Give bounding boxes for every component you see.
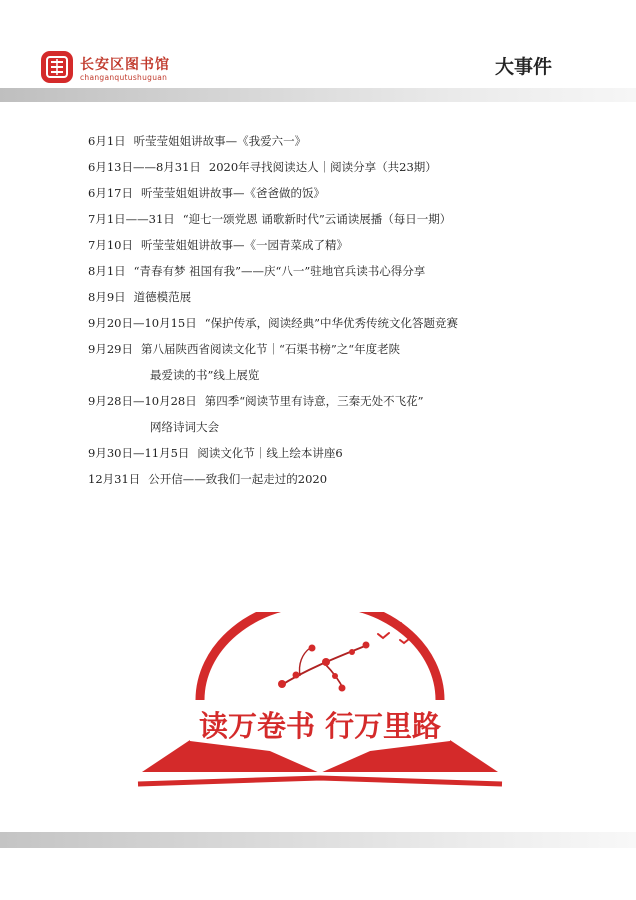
event-item [88,466,608,492]
event-text: 第四季“阅读节里有诗意，三秦无处不飞花” [204,394,424,408]
library-pinyin: changanqutushuguan [80,73,168,82]
event-item [88,128,608,154]
library-name: 长安区图书馆 [80,57,170,73]
event-date: 12月31日 [88,472,141,486]
event-text: 公开信——致我们一起走过的2020 [148,472,328,486]
event-date: 7月1日——31日 [88,212,175,226]
event-item-continuation: 最爱读的书”线上展览 [150,368,260,382]
event-item [88,336,608,362]
event-text: 听莹莹姐姐讲故事—《爸爸做的饭》 [140,186,325,200]
footer-divider-band [0,832,636,848]
event-text: 听莹莹姐姐讲故事—《一园青菜成了精》 [140,238,348,252]
event-item [88,154,608,180]
event-text: 听莹莹姐姐讲故事—《我爱六一》 [133,134,307,148]
event-item [88,206,608,232]
page-title: 大事件 [494,56,552,78]
event-item-continuation: 网络诗词大会 [150,420,219,434]
event-item [88,232,608,258]
event-date: 8月9日 [88,290,126,304]
event-date: 6月17日 [88,186,133,200]
event-date: 8月1日 [88,264,126,278]
event-text: 2020年寻找阅读达人｜阅读分享（共23期） [208,160,437,174]
event-list [88,128,608,492]
event-date: 9月20日—10月15日 [88,316,197,330]
event-date: 7月10日 [88,238,133,252]
event-date: 9月30日—11月5日 [88,446,190,460]
event-item [88,388,608,414]
event-date: 6月13日——8月31日 [88,160,201,174]
event-date: 6月1日 [88,134,126,148]
event-text: 第八届陕西省阅读文化节｜“石渠书榜”之“年度老陕 [140,342,401,356]
event-text: “迎七一颂党恩 诵歌新时代”云诵读展播（每日一期） [182,212,452,226]
event-text: “保护传承，阅读经典”中华优秀传统文化答题竞赛 [204,316,458,330]
event-item [88,180,608,206]
header-divider-band [0,88,636,102]
event-date: 9月28日—10月28日 [88,394,197,408]
event-date: 9月29日 [88,342,133,356]
event-item [88,258,608,284]
event-text: 道德模范展 [133,290,192,304]
event-item [88,440,608,466]
event-text: 阅读文化节｜线上绘本讲座6 [197,446,343,460]
open-book-plum-blossom-icon [130,612,510,792]
library-seal-icon [40,50,74,84]
event-text: “青春有梦 祖国有我”——庆“八一”驻地官兵读书心得分享 [133,264,426,278]
slogan-text: 读万卷书 行万里路 [198,709,442,743]
event-item [88,284,608,310]
page-header [0,0,636,100]
event-item [88,310,608,336]
